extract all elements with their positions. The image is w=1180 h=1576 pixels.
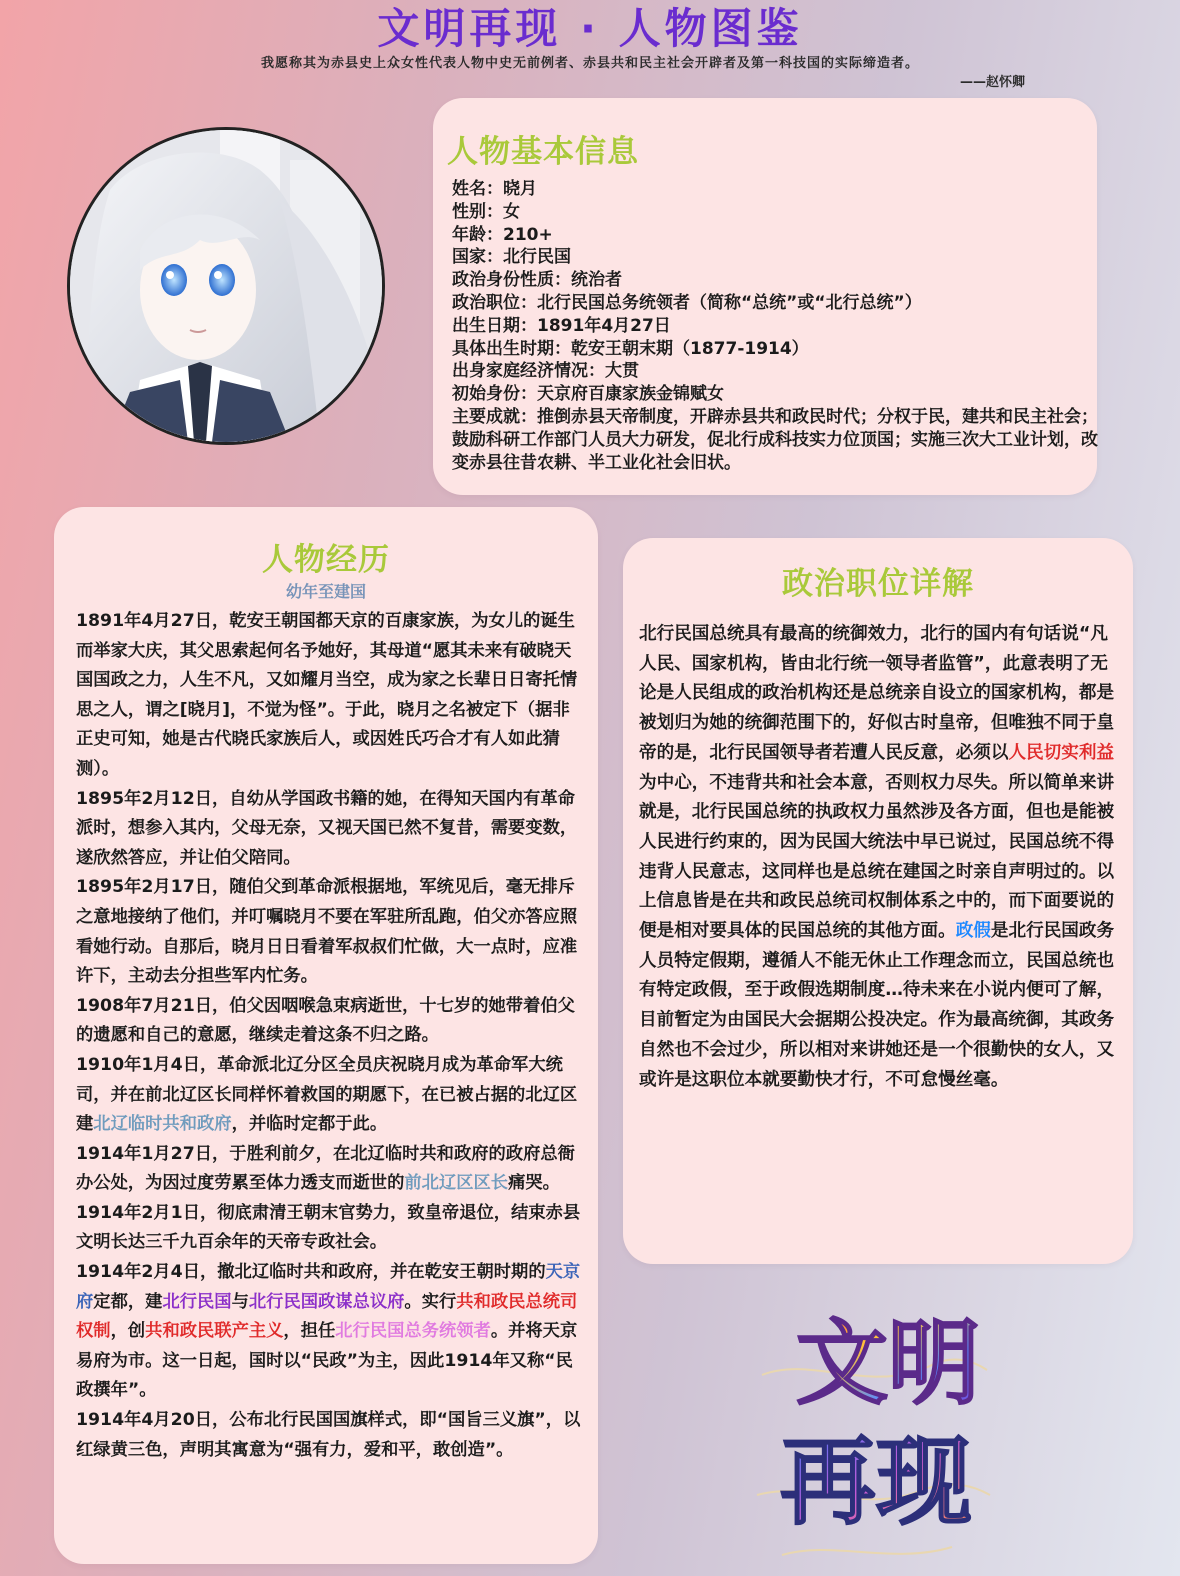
text-segment: 1914年2月4日，撤北辽临时共和政府，并在乾安王朝时期的 <box>76 1262 546 1283</box>
text-segment: 1914年1月27日，于胜利前夕，在北辽临时共和政府的政府总衙办公处，为因过度劳累至体力透支而逝世的 <box>76 1143 575 1194</box>
experience-paragraph: 1895年2月12日，自幼从学国政书籍的她，在得知天国内有革命派时，想参入其内，父母无奈，又视天国已然不复昔，需要变数，遂欣然答应，并让伯父陪同。 <box>76 788 578 868</box>
highlight-former-district-chief: 前北辽区区长 <box>404 1173 509 1194</box>
wenming-zaixian-logo <box>752 1285 992 1565</box>
text-segment: 1910年1月4日，革命派北辽分区全员庆祝晓月成为革命军大统司，并在前北辽区长同样怀着救国的期愿下，在已被占据的北辽区建 <box>76 1054 578 1135</box>
experience-paragraph <box>76 1258 586 1406</box>
info-political-identity: 政治身份性质：统治者 <box>452 270 622 291</box>
info-age: 年龄：210+ <box>452 224 553 245</box>
experience-paragraph: 1914年4月20日，公布北行民国国旗样式，即“国旨三义旗”，以红绿黄三色，声明其寓意为“强有力，爱和平，敢创造”。 <box>76 1410 581 1460</box>
quote-author: ——赵怀卿 <box>960 75 1026 90</box>
info-name: 姓名：晓月 <box>452 179 537 199</box>
info-family-economy: 出身家庭经济情况：大贯 <box>452 361 639 382</box>
logo-art <box>752 1285 992 1565</box>
logo-line-1: 文明 <box>796 1310 981 1417</box>
experience-paragraph: 1914年2月1日，彻底肃清王朝末官势力，致皇帝退位，结束赤县文明长达三千九百余年的天帝专政社会。 <box>76 1202 581 1253</box>
highlight-people-interest: 人民切实利益 <box>1008 742 1115 763</box>
highlight-system: 共和政民总统司权制 <box>76 1291 578 1342</box>
page-title: 文明再现 · 人物图鉴 <box>377 4 803 53</box>
basic-info-title: 人物基本信息 <box>447 134 639 170</box>
experience-title: 人物经历 <box>262 542 390 578</box>
text-segment: ，并临时定都于此。 <box>231 1114 388 1135</box>
experience-body <box>76 607 586 1465</box>
basic-info-list <box>452 178 1098 474</box>
political-position-title: 政治职位详解 <box>782 566 974 602</box>
text-segment: 。实行 <box>404 1291 457 1312</box>
info-country: 国家：北行民国 <box>452 247 571 268</box>
info-birth-period: 具体出生时期：乾安王朝末期（1877-1914） <box>452 338 809 359</box>
info-gender: 性别：女 <box>452 201 520 222</box>
political-position-body <box>639 620 1124 1095</box>
experience-paragraph <box>76 1140 586 1199</box>
text-segment: 为中心，不违背共和社会本意，否则权力尽失。所以简单来讲就是，北行民国总统的执政权力虽然涉及各方面，但也是能被人民进行约束的，因为民国大统法中早已说过，民国总统不得违背人民意志，这同样也是总统在建国之时亲自声明过的。以上信息皆是在共和政民总统司权制体系之中的，而下面要说的便是相对要具体的民国总统的其他方面。 <box>639 772 1115 942</box>
text-segment: 。并将天京易府为市。这一日起，国时以“民政”为主，因此1914年又称“民政撰年”。 <box>76 1321 578 1401</box>
text-segment: 与 <box>231 1291 249 1312</box>
text-segment: 痛哭。 <box>508 1173 560 1194</box>
highlight-ideology: 共和政民联产主义 <box>145 1321 284 1342</box>
info-birth-date: 出生日期：1891年4月27日 <box>452 315 671 336</box>
highlight-beiliao-government: 北辽临时共和政府 <box>93 1114 232 1135</box>
text-segment: 是北行民国政务人员特定假期，遵循人不能无休止工作理念而立，民国总统也有特定政假，至于政假选期制度…待未来在小说内便可了解，目前暂定为由国民大会据期公投决定。作为最高统御，其政务自然也不会过少，所以相对来讲她还是一个很勤快的女人，又或许是这职位本就要勤快才行，不可怠慢丝毫。 <box>639 921 1115 1090</box>
text-segment: ，担任 <box>283 1321 336 1342</box>
political-position-card <box>623 538 1133 1264</box>
experience-paragraph <box>76 1051 586 1140</box>
header-quote: 我愿称其为赤县史上众女性代表人物中史无前例者、赤县共和民主社会开辟者及第一科技国的实际缔造者。 <box>260 56 919 71</box>
info-achievements: 主要成就：推倒赤县天帝制度，开辟赤县共和政民时代；分权于民，建共和民主社会；鼓励科研工作部门人员大力研发，促北行成科技实力位顶国；实施三次大工业计划，改变赤县往昔农耕、半工业化社会旧状。 <box>452 406 1098 473</box>
info-initial-identity: 初始身份：天京府百康家族金锦赋女 <box>452 384 724 405</box>
highlight-council: 北行民国政谋总议府 <box>248 1291 405 1312</box>
info-political-post: 政治职位：北行民国总务统领者（简称“总统”或“北行总统”） <box>452 292 922 313</box>
experience-paragraph: 1891年4月27日，乾安王朝国都天京的百康家族，为女儿的诞生而举家大庆，其父思索起何名予她好，其母道“愿其未来有破晓天国国政之力，人生不凡，又如耀月当空，成为家之长辈日日寄托情思之人，谓之[晓月]，不觉为怪”。于此，晓月之名被定下（据非正史可知，她是古代晓氏家族后人，或因姓氏巧合才有人如此猜测）。 <box>76 611 578 779</box>
experience-paragraph: 1895年2月17日，随伯父到革命派根据地，军统见后，毫无排斥之意地接纳了他们，并叮嘱晓月不要在军驻所乱跑，伯父亦答应照看她行动。自那后，晓月日日看着军叔叔们忙做，大一点时，应准许下，主动去分担些军内忙务。 <box>76 877 578 987</box>
highlight-post: 北行民国总务统领者 <box>335 1321 491 1342</box>
logo-line-2: 再现 <box>780 1426 972 1538</box>
highlight-political-leave: 政假 <box>955 921 991 942</box>
experience-subtitle: 幼年至建国 <box>285 582 366 601</box>
experience-card <box>54 507 598 1564</box>
highlight-beixing-republic: 北行民国 <box>162 1291 232 1312</box>
text-segment: ，创 <box>110 1321 146 1342</box>
text-segment: 北行民国总统具有最高的统御效力，北行的国内有句话说“凡人民、国家机构，皆由北行统一领导者监管”，此意表明了无论是人民组成的政治机构还是总统亲自设立的国家机构，都是被划归为她的统御范围下的，好似古时皇帝，但唯独不同于皇帝的是，北行民国领导者若遭人民反意，必须以 <box>639 624 1115 763</box>
experience-paragraph: 1908年7月21日，伯父因咽喉急束病逝世，十七岁的她带着伯父的遗愿和自己的意愿，继续走着这条不归之路。 <box>76 995 575 1046</box>
text-segment: 定都，建 <box>93 1291 163 1312</box>
highlight-tianjing: 天京府 <box>76 1262 581 1312</box>
basic-info-card <box>433 98 1097 495</box>
character-portrait-illustration <box>70 130 382 442</box>
character-avatar <box>67 127 385 445</box>
